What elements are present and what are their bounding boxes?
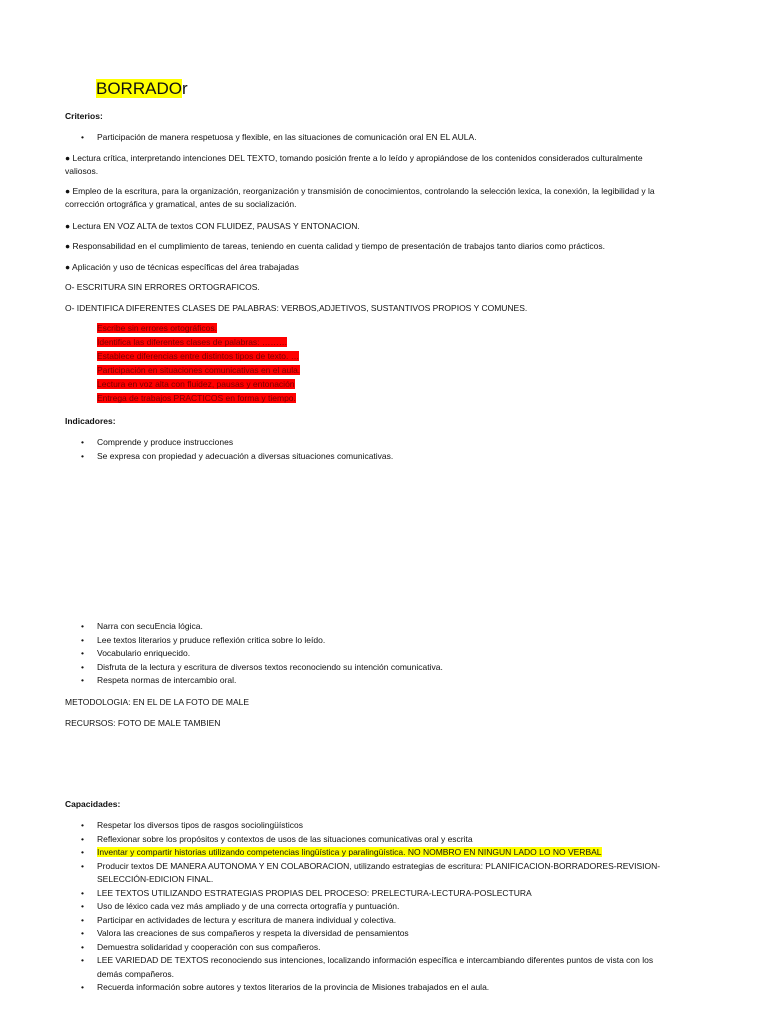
criterios-para: ● Lectura EN VOZ ALTA de textos CON FLUIDEZ, PAUSAS Y ENTONACION. — [65, 221, 360, 231]
list-item: • Participar en actividades de lectura y escritura de manera individual y colectiva. — [65, 914, 675, 928]
criterios-para: O- ESCRITURA SIN ERRORES ORTOGRAFICOS. — [65, 282, 260, 292]
recursos-line: RECURSOS: FOTO DE MALE TAMBIEN — [65, 718, 221, 728]
list-item: • Producir textos DE MANERA AUTONOMA Y EN COLABORACION, utilizando estrategias de escritura: PLANIFICACION-BORRADORES-REVISION-SELECCIÓN-EDICION FINAL. — [65, 860, 675, 887]
list-item: • Reflexionar sobre los propósitos y contextos de usos de las situaciones comunicativas oral y escrita — [65, 833, 675, 847]
title-highlighted: BORRADO — [96, 79, 182, 98]
list-item: • Respetar los diversos tipos de rasgos sociolingüísticos — [65, 819, 675, 833]
red-item: Entrega de trabajos PRACTICOS en forma y tiempo. — [97, 393, 296, 403]
list-item: • Disfruta de la lectura y escritura de diversos textos reconociendo su intención comunicativa. — [65, 661, 675, 675]
indicadores-list-top — [65, 436, 675, 463]
list-item: • Comprende y produce instrucciones — [65, 436, 675, 450]
red-item: Establece diferencias entre distintos tipos de texto. … — [97, 351, 300, 361]
criterios-para: ● Responsabilidad en el cumplimiento de tareas, teniendo en cuenta calidad y tiempo de presentación de trabajos tanto diarios como prácticos. — [65, 241, 606, 251]
list-item: • LEE TEXTOS UTILIZANDO ESTRATEGIAS PROPIAS DEL PROCESO: PRELECTURA-LECTURA-POSLECTURA — [65, 887, 675, 901]
criterios-para: ● Empleo de la escritura, para la organización, reorganización y transmisión de conocimientos, controlando la selección lexica, la conexión, la legibilidad y la corrección ortográfica y gramatical, antes de su socialización. — [65, 186, 655, 209]
criterios-heading: Criterios: — [65, 111, 103, 121]
list-item: • Se expresa con propiedad y adecuación a diversas situaciones comunicativas. — [65, 450, 675, 464]
red-item: Escribe sin errores ortográficos. — [97, 323, 217, 333]
list-item: • LEE VARIEDAD DE TEXTOS reconociendo sus intenciones, localizando información específica e intercambiando diferentes puntos de vista con los demás compañeros. — [65, 954, 675, 981]
document-title — [96, 78, 188, 100]
title-rest: r — [181, 79, 188, 98]
criterios-bullets — [65, 131, 675, 145]
list-item: • Participación de manera respetuosa y flexible, en las situaciones de comunicación oral EN EL AULA. — [65, 131, 675, 145]
indicadores-list-bottom — [65, 620, 675, 688]
list-item: • Valora las creaciones de sus compañeros y respeta la diversidad de pensamientos — [65, 927, 675, 941]
red-item: Participación en situaciones comunicativas en el aula. — [97, 365, 301, 375]
list-item: • Lee textos literarios y pruduce reflexión critica sobre lo leído. — [65, 634, 675, 648]
criterios-para: ● Lectura crítica, interpretando intenciones DEL TEXTO, tomando posición frente a lo leído y apropiándose de los contenidos considerados culturalmente valiosos. — [65, 153, 643, 176]
list-item: • Demuestra solidaridad y cooperación con sus compañeros. — [65, 941, 675, 955]
metodologia-line: METODOLOGIA: EN EL DE LA FOTO DE MALE — [65, 697, 250, 707]
list-item: • Respeta normas de intercambio oral. — [65, 674, 675, 688]
indicadores-heading: Indicadores: — [65, 416, 116, 426]
list-item: • Recuerda información sobre autores y textos literarios de la provincia de Misiones trabajados en el aula. — [65, 981, 675, 995]
criterios-para: ● Aplicación y uso de técnicas específicas del área trabajadas — [65, 262, 299, 272]
red-item: Lectura en voz alta con fluidez, pausas y entonación — [97, 379, 295, 389]
list-item-highlighted: • Inventar y compartir historias utilizando competencias lingüística y paralingüística. NO NOMBRO EN NINGUN LADO LO NO VERBAL — [65, 846, 675, 860]
list-item: • Uso de léxico cada vez más ampliado y de una correcta ortografía y puntuación. — [65, 900, 675, 914]
capacidades-heading: Capacidades: — [65, 799, 121, 809]
red-highlight-list — [97, 321, 300, 405]
list-item: • Vocabulario enriquecido. — [65, 647, 675, 661]
criterios-para: O- IDENTIFICA DIFERENTES CLASES DE PALABRAS: VERBOS,ADJETIVOS, SUSTANTIVOS PROPIOS Y COMUNES. — [65, 303, 528, 313]
capacidades-list — [65, 819, 675, 995]
list-item: • Narra con secuEncia lógica. — [65, 620, 675, 634]
red-item: Identifica las diferentes clases de palabras: ……… — [97, 337, 288, 347]
